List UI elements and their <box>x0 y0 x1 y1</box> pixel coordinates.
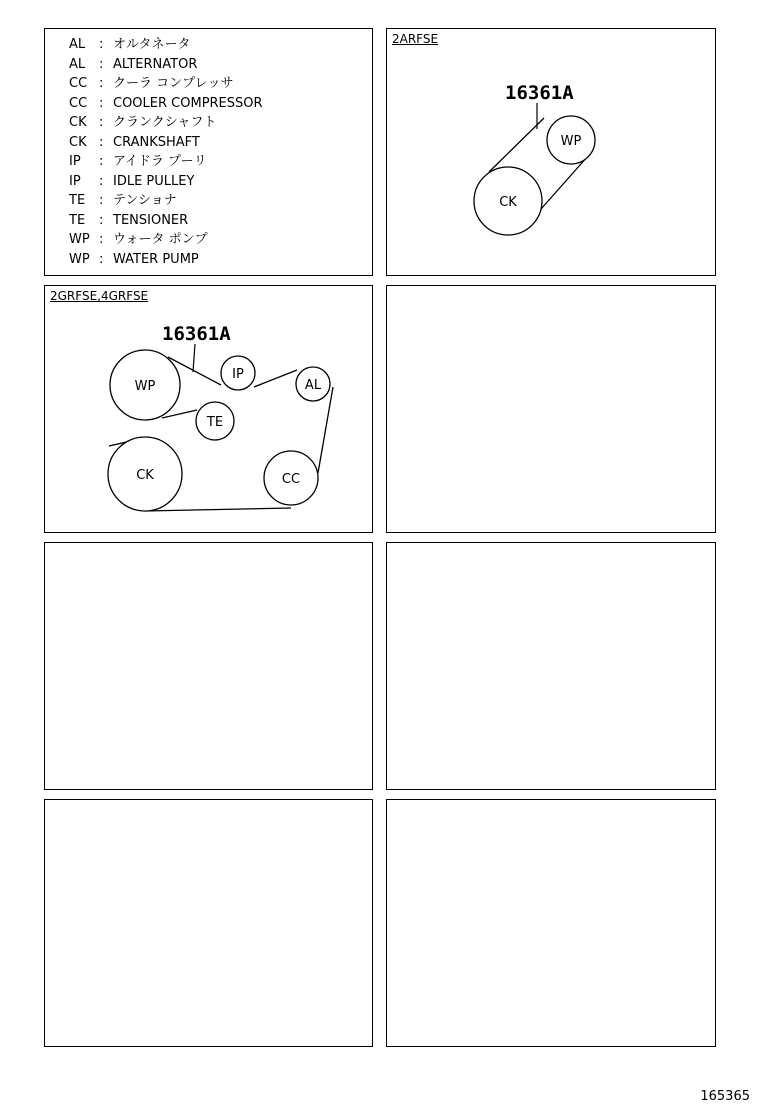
empty-panel <box>386 799 716 1047</box>
legend-row <box>69 212 188 230</box>
legend-separator: : <box>99 134 104 150</box>
legend-code: WP <box>69 232 90 247</box>
legend-text: クランクシャフト <box>113 115 217 130</box>
diagram-2grfse-4grfse-panel <box>44 285 373 533</box>
legend-text: COOLER COMPRESSOR <box>113 95 263 111</box>
empty-panel <box>44 799 373 1047</box>
legend-text: クーラ コンプレッサ <box>113 76 234 91</box>
legend-code: IP <box>69 154 81 169</box>
catalog-number: 165365 <box>700 1089 750 1104</box>
legend-code: TE <box>69 212 86 228</box>
legend-separator: : <box>99 37 104 52</box>
diagram-title: 2GRFSE,4GRFSE <box>50 289 149 303</box>
pulley-label-te: TE <box>206 415 224 430</box>
legend-text: アイドラ プーリ <box>113 154 207 169</box>
legend-text: IDLE PULLEY <box>113 173 195 189</box>
legend-row <box>69 134 200 152</box>
diagram-title: 2ARFSE <box>392 32 439 46</box>
pulley-label-ip: IP <box>232 367 244 382</box>
belt-segment <box>541 156 588 209</box>
legend-row <box>69 153 207 171</box>
legend-code: WP <box>69 251 90 267</box>
legend-row <box>69 114 216 132</box>
legend-separator: : <box>99 56 104 72</box>
legend-code: CC <box>69 76 88 91</box>
belt-diagram-2arfse <box>387 29 715 275</box>
belt-diagram-2grfse-4grfse <box>45 286 372 532</box>
legend-code: CK <box>69 115 87 130</box>
legend-code: TE <box>69 193 86 208</box>
diagram-2arfse-panel <box>386 28 716 276</box>
empty-panel <box>386 542 716 790</box>
legend-separator: : <box>99 193 104 208</box>
legend-code: IP <box>69 173 81 189</box>
legend-row <box>69 251 199 269</box>
legend-separator: : <box>99 212 104 228</box>
belt-segment <box>489 118 544 172</box>
empty-panel <box>44 542 373 790</box>
belt-segment <box>145 508 291 511</box>
legend-row <box>69 56 197 74</box>
legend-separator: : <box>99 173 104 189</box>
legend-text: テンショナ <box>113 193 177 208</box>
legend-separator: : <box>99 115 104 130</box>
legend-row <box>69 36 190 54</box>
legend-code: AL <box>69 56 86 72</box>
legend-row <box>69 231 208 249</box>
legend-text: ウォータ ポンプ <box>113 232 208 247</box>
legend-separator: : <box>99 232 104 247</box>
pulley-label-ck: CK <box>136 468 154 483</box>
part-leader-line <box>193 344 195 372</box>
legend-text: オルタネータ <box>113 37 191 52</box>
part-number-label: 16361A <box>162 323 231 345</box>
legend-row <box>69 173 194 191</box>
pulley-label-wp: WP <box>134 379 156 394</box>
legend-text: TENSIONER <box>113 212 189 228</box>
empty-panel <box>386 285 716 533</box>
legend-separator: : <box>99 251 104 267</box>
legend-panel <box>44 28 373 276</box>
legend-text: CRANKSHAFT <box>113 134 200 150</box>
legend-text: ALTERNATOR <box>113 56 198 72</box>
legend-code: CK <box>69 134 87 150</box>
legend-separator: : <box>99 95 104 111</box>
pulley-label-wp: WP <box>560 134 582 149</box>
pulley-label-cc: CC <box>281 472 301 487</box>
pulley-label-ck: CK <box>499 195 517 210</box>
part-number-label: 16361A <box>505 82 574 104</box>
belt-segment <box>254 370 297 387</box>
legend-text: WATER PUMP <box>113 251 199 267</box>
pulley-label-al: AL <box>304 378 322 393</box>
legend-separator: : <box>99 76 104 91</box>
legend-separator: : <box>99 154 104 169</box>
legend-row <box>69 192 177 210</box>
legend-row <box>69 95 263 113</box>
legend-code: AL <box>69 37 86 52</box>
legend-code: CC <box>69 95 88 111</box>
legend-row <box>69 75 233 93</box>
